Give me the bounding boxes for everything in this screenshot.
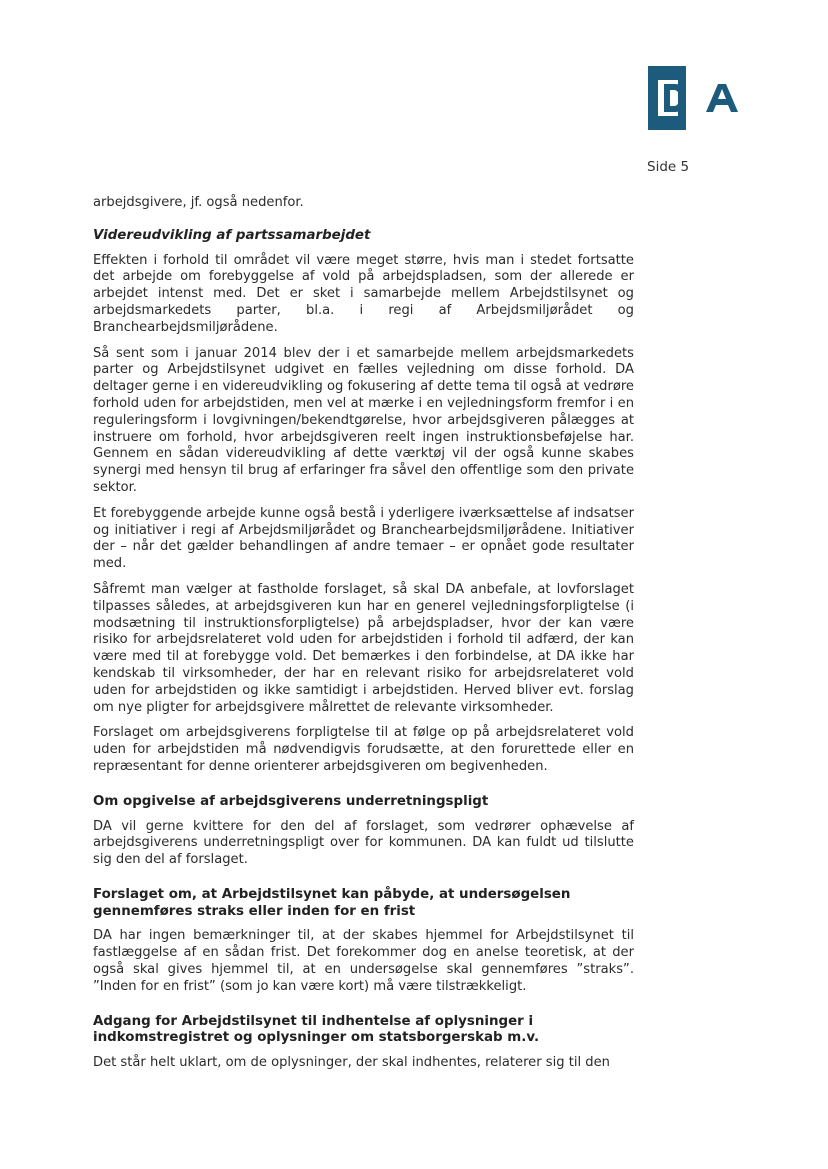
section-heading: Om opgivelse af arbejdsgiverens underretningspligt — [93, 793, 489, 809]
page-number: Side 5 — [647, 159, 690, 175]
paragraph: Effekten i forhold til området vil være meget større, hvis man i stedet fortsatte det arbejde om forebyggelse af vold på arbejdspladsen, som der allerede er arbejdet intenst med. Det er sket i samarbejde mellem Arbejdstilsynet og arbejdsmarkedets parter, bl.a. i regi af Arbejdsmiljørådet og Branchearbejdsmiljørådene. — [93, 252, 634, 335]
da-logo — [648, 66, 756, 130]
paragraph: Såfremt man vælger at fastholde forslaget, så skal DA anbefale, at lovforslaget tilpasses således, at arbejdsgiveren kun har en generel vejledningsforpligtelse (i modsætning til instruktionsforpligtelse) på arbejdspladser, hvor der kan være risiko for arbejdsrelateret vold uden for arbejdstiden i forhold til adfærd, der kan være med til at forebygge vold. Det bemærkes i den forbindelse, at DA ikke har kendskab til virksomheder, der har en relevant risiko for arbejdsrelateret vold uden for arbejdstiden og ikke samtidigt i arbejdstiden. Herved bliver evt. forslag om nye pligter for arbejdsgivere målrettet de relevante virksomheder. — [93, 581, 634, 715]
paragraph: Det står helt uklart, om de oplysninger, der skal indhentes, relaterer sig til den — [93, 1055, 610, 1071]
paragraph: DA vil gerne kvittere for den del af forslaget, som vedrører ophævelse af arbejdsgiverens underretningspligt over for kommunen. DA kan fuldt ud tilslutte sig den del af forslaget. — [93, 818, 634, 868]
section-heading: Adgang for Arbejdstilsynet til indhentelse af oplysninger i indkomstregistret og oplysninger om statsborgerskab m.v. — [93, 1013, 540, 1046]
letter-body — [93, 195, 634, 1081]
paragraph: DA har ingen bemærkninger til, at der skabes hjemmel for Arbejdstilsynet til fastlæggelse af en sådan frist. Det forekommer dog en anelse teoretisk, at der også skal gives hjemmel til, at en undersøgelse skal gennemføres ”straks”. ”Inden for en frist” (som jo kan være kort) må være tilstrækkeligt. — [93, 928, 634, 994]
paragraph: Forslaget om arbejdsgiverens forpligtelse til at følge op på arbejdsrelateret vold uden for arbejdstiden må nødvendigvis forudsætte, at den forurettede eller en repræsentant for denne orienterer arbejdsgiveren om begivenheden. — [93, 725, 634, 774]
paragraph: Så sent som i januar 2014 blev der i et samarbejde mellem arbejdsmarkedets parter og Arbejdstilsynet udgivet en fælles vejledning om disse forhold. DA deltager gerne i en videreudvikling og fokusering af dette tema til også at vedrøre forhold uden for arbejdstiden, men vel at mærke i en vejledningsform fremfor i en reguleringsform i lovgivningen/bekendtgørelse, hvor arbejdsgiveren pålægges at instruere om forhold, hvor arbejdsgiveren reelt ingen instruktionsbeføjelse har. Gennem en sådan videreudvikling af dette værktøj vil der også kunne skabes synergi med hensyn til brug af erfaringer fra såvel den offentlige som den private sektor. — [93, 345, 634, 495]
paragraph: Et forebyggende arbejde kunne også bestå i yderligere iværksættelse af indsatser og initiativer i regi af Arbejdsmiljørådet og Branchearbejdsmiljørådene. Initiativer der – når det gælder behandlingen af andre temaer – er opnået gode resultater med. — [93, 505, 634, 572]
logo-letter-a — [706, 84, 738, 112]
section-heading: Videreudvikling af partssamarbejdet — [93, 227, 371, 243]
section-heading: Forslaget om, at Arbejdstilsynet kan påbyde, at undersøgelsen gennemføres straks eller inden for en frist — [93, 886, 571, 919]
intro-paragraph: arbejdsgivere, jf. også nedenfor. — [93, 195, 304, 210]
